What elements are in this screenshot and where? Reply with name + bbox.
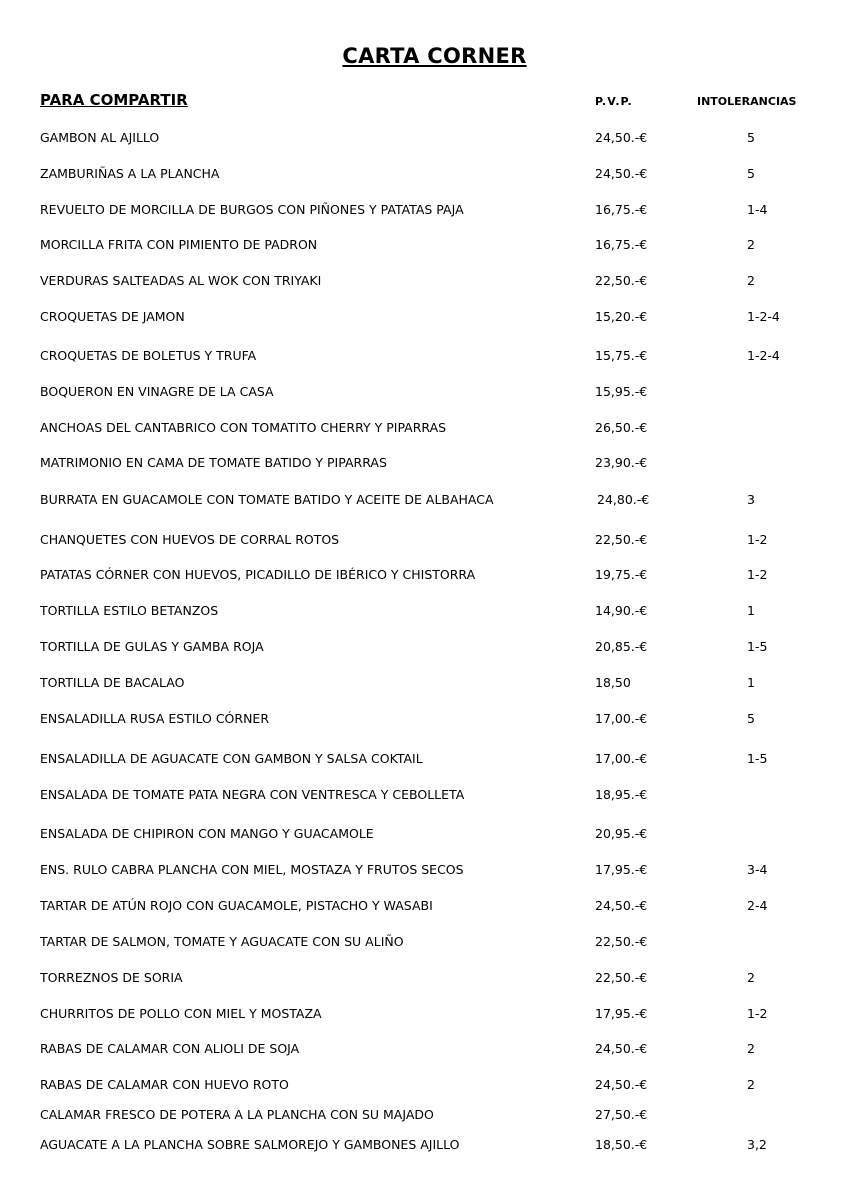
item-price: 20,85.-€ [595, 639, 648, 654]
menu-item [0, 1136, 849, 1154]
menu-item [0, 491, 849, 509]
item-price: 26,50.-€ [595, 420, 648, 435]
item-price: 22,50.-€ [595, 273, 648, 288]
menu-item [0, 236, 849, 254]
item-price: 14,90.-€ [595, 603, 648, 618]
menu-item [0, 674, 849, 692]
menu-item [0, 786, 849, 804]
item-allergens: 1 [747, 603, 755, 618]
item-price: 16,75.-€ [595, 237, 648, 252]
item-price: 15,75.-€ [595, 348, 648, 363]
item-price: 24,50.-€ [595, 166, 648, 181]
item-name: ENSALADA DE CHIPIRON CON MANGO Y GUACAMOLE [40, 826, 374, 841]
item-name: CALAMAR FRESCO DE POTERA A LA PLANCHA CON SU MAJADO [40, 1107, 434, 1122]
menu-item [0, 1040, 849, 1058]
menu-item [0, 419, 849, 437]
price-column-header: P.V.P. [595, 95, 633, 108]
menu-item [0, 165, 849, 183]
item-name: AGUACATE A LA PLANCHA SOBRE SALMOREJO Y GAMBONES AJILLO [40, 1137, 460, 1152]
item-name: TORTILLA DE BACALAO [40, 675, 185, 690]
item-price: 24,50.-€ [595, 898, 648, 913]
item-name: BURRATA EN GUACAMOLE CON TOMATE BATIDO Y ACEITE DE ALBAHACA [40, 492, 494, 507]
item-name: TARTAR DE SALMON, TOMATE Y AGUACATE CON SU ALIÑO [40, 934, 404, 949]
item-price: 17,95.-€ [595, 1006, 648, 1021]
item-name: PATATAS CÓRNER CON HUEVOS, PICADILLO DE IBÉRICO Y CHISTORRA [40, 567, 476, 582]
item-name: RABAS DE CALAMAR CON ALIOLI DE SOJA [40, 1041, 300, 1056]
menu-item [0, 897, 849, 915]
item-price: 27,50.-€ [595, 1107, 648, 1122]
page-title: CARTA CORNER [342, 44, 527, 68]
menu-item [0, 710, 849, 728]
item-name: TARTAR DE ATÚN ROJO CON GUACAMOLE, PISTACHO Y WASABI [40, 898, 433, 913]
item-name: ENSALADA DE TOMATE PATA NEGRA CON VENTRESCA Y CEBOLLETA [40, 787, 465, 802]
item-name: TORREZNOS DE SORIA [40, 970, 183, 985]
item-allergens: 2 [747, 970, 755, 985]
item-allergens: 5 [747, 166, 755, 181]
item-name: RABAS DE CALAMAR CON HUEVO ROTO [40, 1077, 289, 1092]
item-name: CROQUETAS DE JAMON [40, 309, 185, 324]
item-price: 15,20.-€ [595, 309, 648, 324]
item-price: 20,95.-€ [595, 826, 648, 841]
item-allergens: 1-2 [747, 567, 768, 582]
item-price: 17,00.-€ [595, 751, 648, 766]
item-name: ENSALADILLA RUSA ESTILO CÓRNER [40, 711, 270, 726]
item-allergens: 2-4 [747, 898, 768, 913]
item-price: 19,75.-€ [595, 567, 648, 582]
item-allergens: 1 [747, 675, 755, 690]
item-allergens: 1-5 [747, 751, 768, 766]
menu-item [0, 383, 849, 401]
item-allergens: 3 [747, 492, 755, 507]
item-name: MORCILLA FRITA CON PIMIENTO DE PADRON [40, 237, 318, 252]
menu-item [0, 1005, 849, 1023]
menu-item [0, 272, 849, 290]
item-price: 17,95.-€ [595, 862, 648, 877]
item-name: ZAMBURIÑAS A LA PLANCHA [40, 166, 220, 181]
item-price: 22,50.-€ [595, 970, 648, 985]
menu-item [0, 638, 849, 656]
item-price: 15,95.-€ [595, 384, 648, 399]
item-allergens: 2 [747, 237, 755, 252]
item-allergens: 1-5 [747, 639, 768, 654]
menu-item [0, 531, 849, 549]
item-price: 18,50.-€ [595, 1137, 648, 1152]
menu-item [0, 861, 849, 879]
item-price: 17,00.-€ [595, 711, 648, 726]
allergens-column-header: INTOLERANCIAS [697, 95, 797, 108]
item-name: ANCHOAS DEL CANTABRICO CON TOMATITO CHERRY Y PIPARRAS [40, 420, 447, 435]
item-allergens: 3-4 [747, 862, 768, 877]
menu-item [0, 825, 849, 843]
item-allergens: 1-4 [747, 202, 768, 217]
item-name: MATRIMONIO EN CAMA DE TOMATE BATIDO Y PIPARRAS [40, 455, 387, 470]
item-allergens: 2 [747, 1041, 755, 1056]
item-name: TORTILLA DE GULAS Y GAMBA ROJA [40, 639, 264, 654]
item-price: 22,50.-€ [595, 532, 648, 547]
item-price: 18,50 [595, 675, 631, 690]
item-name: ENSALADILLA DE AGUACATE CON GAMBON Y SALSA COKTAIL [40, 751, 423, 766]
item-name: VERDURAS SALTEADAS AL WOK CON TRIYAKI [40, 273, 322, 288]
item-price: 24,50.-€ [595, 1077, 648, 1092]
item-name: CHANQUETES CON HUEVOS DE CORRAL ROTOS [40, 532, 340, 547]
item-price: 24,50.-€ [595, 130, 648, 145]
menu-item [0, 347, 849, 365]
item-allergens: 2 [747, 1077, 755, 1092]
item-price: 24,50.-€ [595, 1041, 648, 1056]
item-price: 23,90.-€ [595, 455, 648, 470]
item-price: 24,80.-€ [597, 492, 650, 507]
item-name: CROQUETAS DE BOLETUS Y TRUFA [40, 348, 257, 363]
item-name: BOQUERON EN VINAGRE DE LA CASA [40, 384, 274, 399]
menu-item [0, 201, 849, 219]
item-price: 18,95.-€ [595, 787, 648, 802]
item-name: REVUELTO DE MORCILLA DE BURGOS CON PIÑONES Y PATATAS PAJA [40, 202, 464, 217]
item-allergens: 1-2-4 [747, 309, 780, 324]
item-allergens: 1-2-4 [747, 348, 780, 363]
menu-item [0, 566, 849, 584]
menu-item [0, 969, 849, 987]
menu-item [0, 750, 849, 768]
menu-item [0, 602, 849, 620]
menu-item [0, 308, 849, 326]
item-name: CHURRITOS DE POLLO CON MIEL Y MOSTAZA [40, 1006, 322, 1021]
item-price: 16,75.-€ [595, 202, 648, 217]
menu-item [0, 1106, 849, 1124]
item-allergens: 5 [747, 711, 755, 726]
menu-item [0, 1076, 849, 1094]
item-allergens: 1-2 [747, 532, 768, 547]
section-title: PARA COMPARTIR [40, 91, 188, 109]
item-name: GAMBON AL AJILLO [40, 130, 160, 145]
menu-item [0, 933, 849, 951]
item-price: 22,50.-€ [595, 934, 648, 949]
menu-item [0, 454, 849, 472]
item-name: ENS. RULO CABRA PLANCHA CON MIEL, MOSTAZA Y FRUTOS SECOS [40, 862, 464, 877]
item-allergens: 3,2 [747, 1137, 767, 1152]
item-allergens: 5 [747, 130, 755, 145]
item-allergens: 2 [747, 273, 755, 288]
menu-item [0, 129, 849, 147]
item-name: TORTILLA ESTILO BETANZOS [40, 603, 219, 618]
item-allergens: 1-2 [747, 1006, 768, 1021]
